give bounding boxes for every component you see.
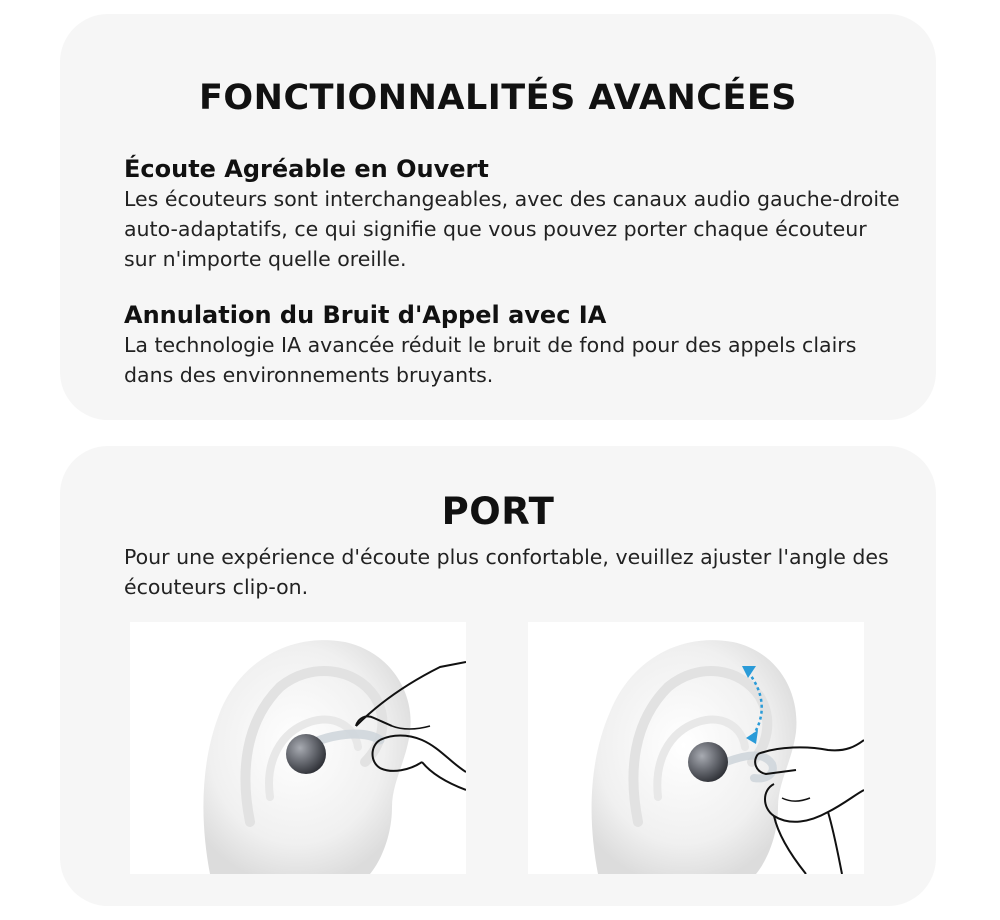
earbud-icon xyxy=(286,734,326,774)
earbud-icon xyxy=(688,742,728,782)
features-title: FONCTIONNALITÉS AVANCÉES xyxy=(199,78,797,118)
wear-title: PORT xyxy=(441,490,555,533)
feature-open-listening xyxy=(124,154,904,274)
ear-adjust-angle-illustration xyxy=(528,622,864,874)
feature-ai-noise-cancel xyxy=(124,300,904,390)
feature-body: Les écouteurs sont interchangeables, avec des canaux audio gauche-droite auto-adaptatifs, ce qui signifie que vous pouvez porter chaque écouteur sur n'importe quelle oreille. xyxy=(124,187,900,271)
feature-heading: Écoute Agréable en Ouvert xyxy=(124,155,489,183)
wear-card xyxy=(60,446,936,906)
wear-description: Pour une expérience d'écoute plus confortable, veuillez ajuster l'angle des écouteurs clip-on. xyxy=(124,545,889,599)
feature-heading: Annulation du Bruit d'Appel avec IA xyxy=(124,301,607,329)
ear-with-clip-earbud-illustration xyxy=(130,622,466,874)
features-card xyxy=(60,14,936,420)
feature-body: La technologie IA avancée réduit le bruit de fond pour des appels clairs dans des environnements bruyants. xyxy=(124,333,857,387)
